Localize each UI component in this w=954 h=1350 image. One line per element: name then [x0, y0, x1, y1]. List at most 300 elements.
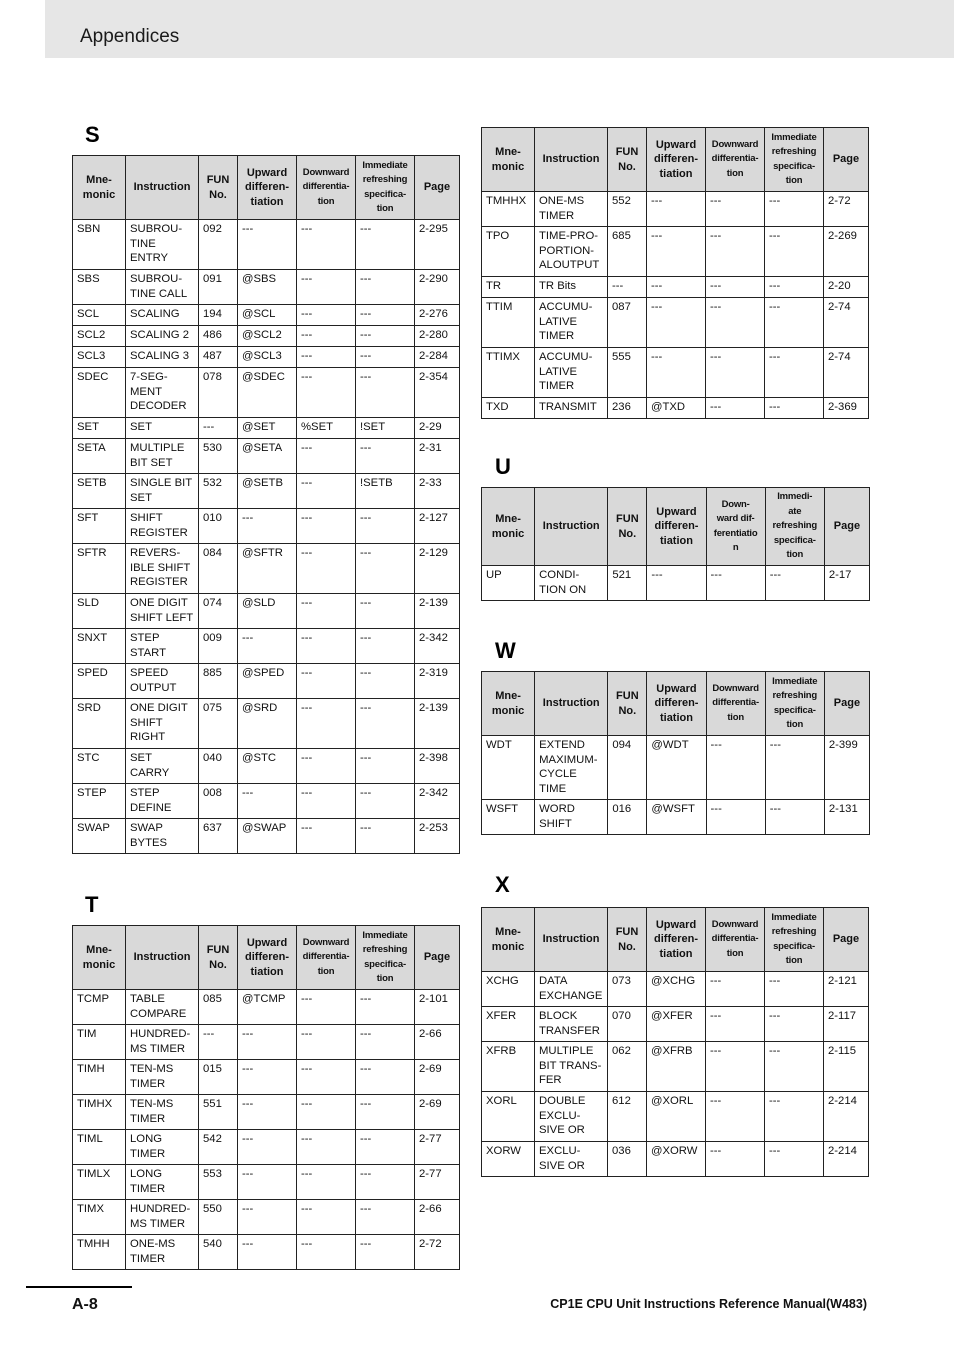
cell-immediate-refreshing: ---: [765, 972, 824, 1007]
table-row: [73, 418, 460, 439]
table-row: [73, 474, 460, 509]
footer-rule: [26, 1286, 132, 1288]
column-header-immediate-refreshing: Immediate refreshing specifica- tion: [765, 672, 824, 736]
cell-immediate-refreshing: ---: [765, 227, 824, 277]
cell-downward-differentiation: ---: [297, 544, 356, 594]
cell-instruction: SUBROU- TINE CALL: [126, 270, 199, 305]
cell-downward-differentiation: ---: [297, 784, 356, 819]
cell-immediate-refreshing: ---: [356, 1235, 415, 1270]
cell-downward-differentiation: ---: [297, 1130, 356, 1165]
cell-instruction: HUNDRED- MS TIMER: [126, 1025, 199, 1060]
cell-instruction: STEP START: [126, 629, 199, 664]
column-header-instruction: Instruction: [126, 926, 199, 990]
cell-upward-differentiation: ---: [647, 192, 706, 227]
cell-immediate-refreshing: ---: [356, 1095, 415, 1130]
cell-downward-differentiation: ---: [706, 1042, 765, 1092]
cell-page: 2-74: [824, 348, 869, 398]
cell-downward-differentiation: ---: [297, 1025, 356, 1060]
cell-downward-differentiation: ---: [297, 270, 356, 305]
table-row: [73, 1060, 460, 1095]
column-header-fun-no: FUN No.: [608, 908, 647, 972]
cell-page: 2-276: [415, 305, 460, 326]
cell-immediate-refreshing: ---: [356, 220, 415, 270]
cell-upward-differentiation: @SCL: [238, 305, 297, 326]
cell-immediate-refreshing: ---: [356, 699, 415, 749]
cell-fun-no: 015: [199, 1060, 238, 1095]
column-header-fun-no: FUN No.: [199, 156, 238, 220]
cell-upward-differentiation: @SDEC: [238, 368, 297, 418]
cell-downward-differentiation: ---: [297, 819, 356, 854]
cell-mnemonic: SFT: [73, 509, 126, 544]
cell-mnemonic: SFTR: [73, 544, 126, 594]
table-row: [73, 1130, 460, 1165]
cell-upward-differentiation: @WSFT: [647, 800, 706, 835]
cell-page: 2-69: [415, 1060, 460, 1095]
table-row: [482, 972, 869, 1007]
cell-upward-differentiation: ---: [238, 1025, 297, 1060]
cell-mnemonic: SETB: [73, 474, 126, 509]
cell-fun-no: 236: [608, 398, 647, 419]
column-header-immediate-refreshing: Immediate refreshing specifica- tion: [765, 908, 824, 972]
column-header-instruction: Instruction: [535, 488, 608, 566]
cell-immediate-refreshing: ---: [765, 1092, 824, 1142]
cell-upward-differentiation: ---: [647, 566, 706, 601]
table-row: [482, 277, 869, 298]
cell-mnemonic: SDEC: [73, 368, 126, 418]
cell-instruction: HUNDRED- MS TIMER: [126, 1200, 199, 1235]
cell-fun-no: 542: [199, 1130, 238, 1165]
cell-immediate-refreshing: ---: [765, 1007, 824, 1042]
table-row: [482, 348, 869, 398]
cell-fun-no: 532: [199, 474, 238, 509]
column-header-upward-differentiation: Upward differen- tiation: [238, 926, 297, 990]
cell-upward-differentiation: @SWAP: [238, 819, 297, 854]
table-row: [73, 749, 460, 784]
cell-instruction: SCALING: [126, 305, 199, 326]
table-header-row: [482, 908, 869, 972]
cell-mnemonic: TTIM: [482, 298, 535, 348]
column-header-instruction: Instruction: [535, 908, 608, 972]
cell-fun-no: 070: [608, 1007, 647, 1042]
cell-upward-differentiation: @SFTR: [238, 544, 297, 594]
table-row: [73, 270, 460, 305]
column-header-page: Page: [415, 156, 460, 220]
cell-upward-differentiation: @SETB: [238, 474, 297, 509]
cell-downward-differentiation: %SET: [297, 418, 356, 439]
cell-mnemonic: SPED: [73, 664, 126, 699]
cell-downward-differentiation: ---: [706, 227, 765, 277]
cell-instruction: ACCUMU- LATIVE TIMER: [535, 298, 608, 348]
cell-mnemonic: XCHG: [482, 972, 535, 1007]
table-u-instructions: [481, 487, 870, 601]
column-header-instruction: Instruction: [535, 672, 608, 736]
table-row: [73, 594, 460, 629]
cell-immediate-refreshing: ---: [356, 544, 415, 594]
cell-mnemonic: SCL2: [73, 326, 126, 347]
column-header-mnemonic: Mne- monic: [482, 128, 535, 192]
cell-instruction: SET: [126, 418, 199, 439]
table-row: [73, 819, 460, 854]
cell-fun-no: 194: [199, 305, 238, 326]
cell-fun-no: 073: [608, 972, 647, 1007]
cell-page: 2-127: [415, 509, 460, 544]
cell-instruction: SWAP BYTES: [126, 819, 199, 854]
cell-upward-differentiation: @SPED: [238, 664, 297, 699]
cell-page: 2-214: [824, 1142, 869, 1177]
cell-fun-no: 540: [199, 1235, 238, 1270]
table-row: [73, 629, 460, 664]
table-row: [73, 990, 460, 1025]
cell-upward-differentiation: ---: [238, 1095, 297, 1130]
cell-instruction: ONE DIGIT SHIFT RIGHT: [126, 699, 199, 749]
cell-fun-no: 074: [199, 594, 238, 629]
cell-mnemonic: TCMP: [73, 990, 126, 1025]
cell-page: 2-29: [415, 418, 460, 439]
column-header-downward-differentiation: Downward differentia- tion: [706, 908, 765, 972]
cell-fun-no: 036: [608, 1142, 647, 1177]
table-row: [73, 664, 460, 699]
cell-page: 2-214: [824, 1092, 869, 1142]
cell-fun-no: 008: [199, 784, 238, 819]
cell-upward-differentiation: ---: [238, 1165, 297, 1200]
cell-upward-differentiation: @TXD: [647, 398, 706, 419]
cell-upward-differentiation: @XFRB: [647, 1042, 706, 1092]
cell-downward-differentiation: ---: [297, 347, 356, 368]
cell-page: 2-66: [415, 1025, 460, 1060]
page-number: A-8: [72, 1296, 98, 1313]
cell-page: 2-117: [824, 1007, 869, 1042]
cell-upward-differentiation: ---: [647, 277, 706, 298]
cell-fun-no: 553: [199, 1165, 238, 1200]
cell-mnemonic: TXD: [482, 398, 535, 419]
cell-mnemonic: TIML: [73, 1130, 126, 1165]
cell-downward-differentiation: ---: [706, 348, 765, 398]
cell-instruction: SHIFT REGISTER: [126, 509, 199, 544]
table-row: [482, 736, 870, 800]
section-letter-x: X: [495, 872, 510, 897]
section-letter-w: W: [495, 638, 516, 663]
cell-downward-differentiation: ---: [706, 298, 765, 348]
cell-downward-differentiation: ---: [297, 1165, 356, 1200]
cell-immediate-refreshing: ---: [356, 594, 415, 629]
column-header-mnemonic: Mne- monic: [482, 672, 535, 736]
cell-instruction: TEN-MS TIMER: [126, 1095, 199, 1130]
cell-page: 2-342: [415, 784, 460, 819]
table-x-instructions: [481, 907, 869, 1177]
cell-immediate-refreshing: ---: [765, 1042, 824, 1092]
cell-page: 2-66: [415, 1200, 460, 1235]
cell-downward-differentiation: ---: [297, 1200, 356, 1235]
cell-instruction: CONDI- TION ON: [535, 566, 608, 601]
cell-immediate-refreshing: ---: [356, 664, 415, 699]
table-row: [73, 1200, 460, 1235]
table-row: [73, 1095, 460, 1130]
cell-instruction: MULTIPLE BIT TRANS- FER: [535, 1042, 608, 1092]
cell-fun-no: 685: [608, 227, 647, 277]
cell-immediate-refreshing: ---: [356, 749, 415, 784]
cell-immediate-refreshing: ---: [765, 277, 824, 298]
cell-page: 2-33: [415, 474, 460, 509]
cell-upward-differentiation: @WDT: [647, 736, 706, 800]
cell-fun-no: 521: [608, 566, 647, 601]
cell-fun-no: 085: [199, 990, 238, 1025]
cell-immediate-refreshing: ---: [356, 368, 415, 418]
cell-instruction: TR Bits: [535, 277, 608, 298]
cell-upward-differentiation: ---: [238, 220, 297, 270]
cell-upward-differentiation: ---: [238, 1235, 297, 1270]
column-header-upward-differentiation: Upward differen- tiation: [238, 156, 297, 220]
table-row: [482, 1007, 869, 1042]
cell-instruction: TIME-PRO- PORTION- ALOUTPUT: [535, 227, 608, 277]
cell-immediate-refreshing: ---: [765, 1142, 824, 1177]
table-row: [73, 1235, 460, 1270]
column-header-immediate-refreshing: Immediate refreshing specifica- tion: [356, 926, 415, 990]
column-header-upward-differentiation: Upward differen- tiation: [647, 672, 706, 736]
cell-fun-no: 040: [199, 749, 238, 784]
cell-fun-no: 078: [199, 368, 238, 418]
cell-immediate-refreshing: !SET: [356, 418, 415, 439]
cell-instruction: TABLE COMPARE: [126, 990, 199, 1025]
cell-downward-differentiation: ---: [706, 192, 765, 227]
table-row: [482, 1042, 869, 1092]
cell-page: 2-74: [824, 298, 869, 348]
cell-instruction: WORD SHIFT: [535, 800, 608, 835]
cell-page: 2-295: [415, 220, 460, 270]
cell-instruction: TEN-MS TIMER: [126, 1060, 199, 1095]
cell-mnemonic: UP: [482, 566, 535, 601]
table-row: [482, 1142, 869, 1177]
cell-fun-no: 486: [199, 326, 238, 347]
cell-upward-differentiation: ---: [238, 509, 297, 544]
cell-fun-no: 087: [608, 298, 647, 348]
cell-fun-no: 084: [199, 544, 238, 594]
cell-immediate-refreshing: !SETB: [356, 474, 415, 509]
cell-fun-no: 487: [199, 347, 238, 368]
table-row: [73, 699, 460, 749]
cell-page: 2-121: [824, 972, 869, 1007]
cell-upward-differentiation: @SETA: [238, 439, 297, 474]
cell-mnemonic: SWAP: [73, 819, 126, 854]
cell-instruction: BLOCK TRANSFER: [535, 1007, 608, 1042]
cell-downward-differentiation: ---: [297, 699, 356, 749]
cell-immediate-refreshing: ---: [356, 1165, 415, 1200]
column-header-mnemonic: Mne- monic: [73, 926, 126, 990]
cell-mnemonic: SET: [73, 418, 126, 439]
cell-fun-no: 612: [608, 1092, 647, 1142]
cell-fun-no: ---: [199, 418, 238, 439]
cell-mnemonic: TMHH: [73, 1235, 126, 1270]
cell-upward-differentiation: @XFER: [647, 1007, 706, 1042]
cell-mnemonic: TIMHX: [73, 1095, 126, 1130]
table-row: [73, 347, 460, 368]
column-header-upward-differentiation: Upward differen- tiation: [647, 908, 706, 972]
cell-mnemonic: TIMLX: [73, 1165, 126, 1200]
cell-downward-differentiation: ---: [706, 1142, 765, 1177]
cell-instruction: DATA EXCHANGE: [535, 972, 608, 1007]
cell-instruction: LONG TIMER: [126, 1130, 199, 1165]
cell-page: 2-17: [824, 566, 869, 601]
table-row: [73, 1025, 460, 1060]
cell-page: 2-290: [415, 270, 460, 305]
cell-instruction: SCALING 2: [126, 326, 199, 347]
cell-fun-no: 094: [608, 736, 647, 800]
cell-immediate-refreshing: ---: [356, 990, 415, 1025]
cell-page: 2-20: [824, 277, 869, 298]
table-row: [482, 298, 869, 348]
cell-fun-no: 885: [199, 664, 238, 699]
cell-immediate-refreshing: ---: [356, 1060, 415, 1095]
cell-upward-differentiation: ---: [238, 629, 297, 664]
cell-downward-differentiation: ---: [706, 800, 765, 835]
cell-mnemonic: XFRB: [482, 1042, 535, 1092]
table-row: [73, 220, 460, 270]
cell-fun-no: 016: [608, 800, 647, 835]
table-t-continued: [481, 127, 869, 419]
cell-downward-differentiation: ---: [706, 277, 765, 298]
column-header-page: Page: [824, 128, 869, 192]
table-row: [73, 305, 460, 326]
cell-upward-differentiation: ---: [647, 348, 706, 398]
cell-fun-no: 062: [608, 1042, 647, 1092]
cell-downward-differentiation: ---: [706, 736, 765, 800]
cell-page: 2-72: [415, 1235, 460, 1270]
cell-immediate-refreshing: ---: [765, 298, 824, 348]
cell-fun-no: 637: [199, 819, 238, 854]
column-header-mnemonic: Mne- monic: [482, 908, 535, 972]
cell-upward-differentiation: ---: [647, 298, 706, 348]
cell-instruction: LONG TIMER: [126, 1165, 199, 1200]
column-header-immediate-refreshing: Immedi- ate refreshing specifica- tion: [765, 488, 824, 566]
cell-fun-no: 551: [199, 1095, 238, 1130]
header-band: [45, 0, 954, 58]
cell-instruction: DOUBLE EXCLU- SIVE OR: [535, 1092, 608, 1142]
table-row: [73, 326, 460, 347]
cell-immediate-refreshing: ---: [765, 192, 824, 227]
cell-upward-differentiation: @SET: [238, 418, 297, 439]
table-row: [482, 227, 869, 277]
cell-upward-differentiation: @SLD: [238, 594, 297, 629]
cell-immediate-refreshing: ---: [765, 348, 824, 398]
cell-immediate-refreshing: ---: [765, 736, 824, 800]
cell-immediate-refreshing: ---: [765, 566, 824, 601]
table-row: [482, 566, 870, 601]
manual-title: CP1E CPU Unit Instructions Reference Manual(W483): [550, 1297, 867, 1311]
cell-immediate-refreshing: ---: [356, 1200, 415, 1235]
column-header-downward-differentiation: Downward differentia- tion: [297, 156, 356, 220]
cell-mnemonic: SLD: [73, 594, 126, 629]
section-title: Appendices: [80, 26, 180, 47]
cell-mnemonic: SBS: [73, 270, 126, 305]
column-header-instruction: Instruction: [535, 128, 608, 192]
cell-fun-no: 530: [199, 439, 238, 474]
cell-immediate-refreshing: ---: [356, 326, 415, 347]
cell-instruction: ONE DIGIT SHIFT LEFT: [126, 594, 199, 629]
cell-downward-differentiation: ---: [706, 398, 765, 419]
cell-downward-differentiation: ---: [297, 1235, 356, 1270]
cell-upward-differentiation: ---: [238, 1130, 297, 1165]
cell-instruction: ONE-MS TIMER: [126, 1235, 199, 1270]
cell-fun-no: 550: [199, 1200, 238, 1235]
cell-fun-no: 092: [199, 220, 238, 270]
cell-downward-differentiation: ---: [297, 749, 356, 784]
cell-downward-differentiation: ---: [297, 220, 356, 270]
cell-instruction: SUBROU- TINE ENTRY: [126, 220, 199, 270]
table-row: [73, 544, 460, 594]
cell-page: 2-399: [824, 736, 869, 800]
cell-instruction: EXTEND MAXIMUM- CYCLE TIME: [535, 736, 608, 800]
table-row: [73, 368, 460, 418]
cell-downward-differentiation: ---: [297, 474, 356, 509]
table-header-row: [482, 488, 870, 566]
column-header-fun-no: FUN No.: [608, 488, 647, 566]
cell-page: 2-131: [824, 800, 869, 835]
table-t-instructions: [72, 925, 460, 1270]
cell-upward-differentiation: ---: [238, 1200, 297, 1235]
table-row: [482, 398, 869, 419]
cell-instruction: TRANSMIT: [535, 398, 608, 419]
table-header-row: [73, 156, 460, 220]
cell-downward-differentiation: ---: [297, 368, 356, 418]
cell-upward-differentiation: @SCL2: [238, 326, 297, 347]
cell-immediate-refreshing: ---: [356, 1130, 415, 1165]
cell-page: 2-369: [824, 398, 869, 419]
cell-downward-differentiation: ---: [297, 1095, 356, 1130]
cell-upward-differentiation: @SBS: [238, 270, 297, 305]
cell-mnemonic: XORW: [482, 1142, 535, 1177]
cell-page: 2-280: [415, 326, 460, 347]
table-row: [482, 192, 869, 227]
column-header-page: Page: [415, 926, 460, 990]
table-header-row: [73, 926, 460, 990]
cell-downward-differentiation: ---: [297, 629, 356, 664]
cell-immediate-refreshing: ---: [356, 819, 415, 854]
cell-fun-no: 010: [199, 509, 238, 544]
cell-downward-differentiation: ---: [297, 439, 356, 474]
table-row: [482, 1092, 869, 1142]
cell-downward-differentiation: ---: [706, 566, 765, 601]
cell-upward-differentiation: ---: [238, 1060, 297, 1095]
cell-page: 2-72: [824, 192, 869, 227]
column-header-downward-differentiation: Downward differentia- tion: [706, 128, 765, 192]
cell-mnemonic: SBN: [73, 220, 126, 270]
cell-page: 2-139: [415, 699, 460, 749]
cell-immediate-refreshing: ---: [356, 629, 415, 664]
cell-downward-differentiation: ---: [297, 594, 356, 629]
cell-instruction: SINGLE BIT SET: [126, 474, 199, 509]
cell-mnemonic: TIMH: [73, 1060, 126, 1095]
column-header-fun-no: FUN No.: [608, 128, 647, 192]
cell-immediate-refreshing: ---: [356, 305, 415, 326]
cell-downward-differentiation: ---: [297, 509, 356, 544]
cell-page: 2-77: [415, 1165, 460, 1200]
table-row: [73, 1165, 460, 1200]
cell-fun-no: 075: [199, 699, 238, 749]
column-header-fun-no: FUN No.: [199, 926, 238, 990]
cell-mnemonic: TPO: [482, 227, 535, 277]
table-header-row: [482, 672, 870, 736]
cell-downward-differentiation: ---: [706, 1007, 765, 1042]
cell-instruction: SET CARRY: [126, 749, 199, 784]
cell-downward-differentiation: ---: [297, 664, 356, 699]
cell-mnemonic: XFER: [482, 1007, 535, 1042]
cell-mnemonic: SCL: [73, 305, 126, 326]
cell-mnemonic: TIMX: [73, 1200, 126, 1235]
cell-downward-differentiation: ---: [706, 1092, 765, 1142]
cell-fun-no: 091: [199, 270, 238, 305]
cell-immediate-refreshing: ---: [356, 439, 415, 474]
section-letter-u: U: [495, 454, 511, 479]
cell-immediate-refreshing: ---: [765, 398, 824, 419]
